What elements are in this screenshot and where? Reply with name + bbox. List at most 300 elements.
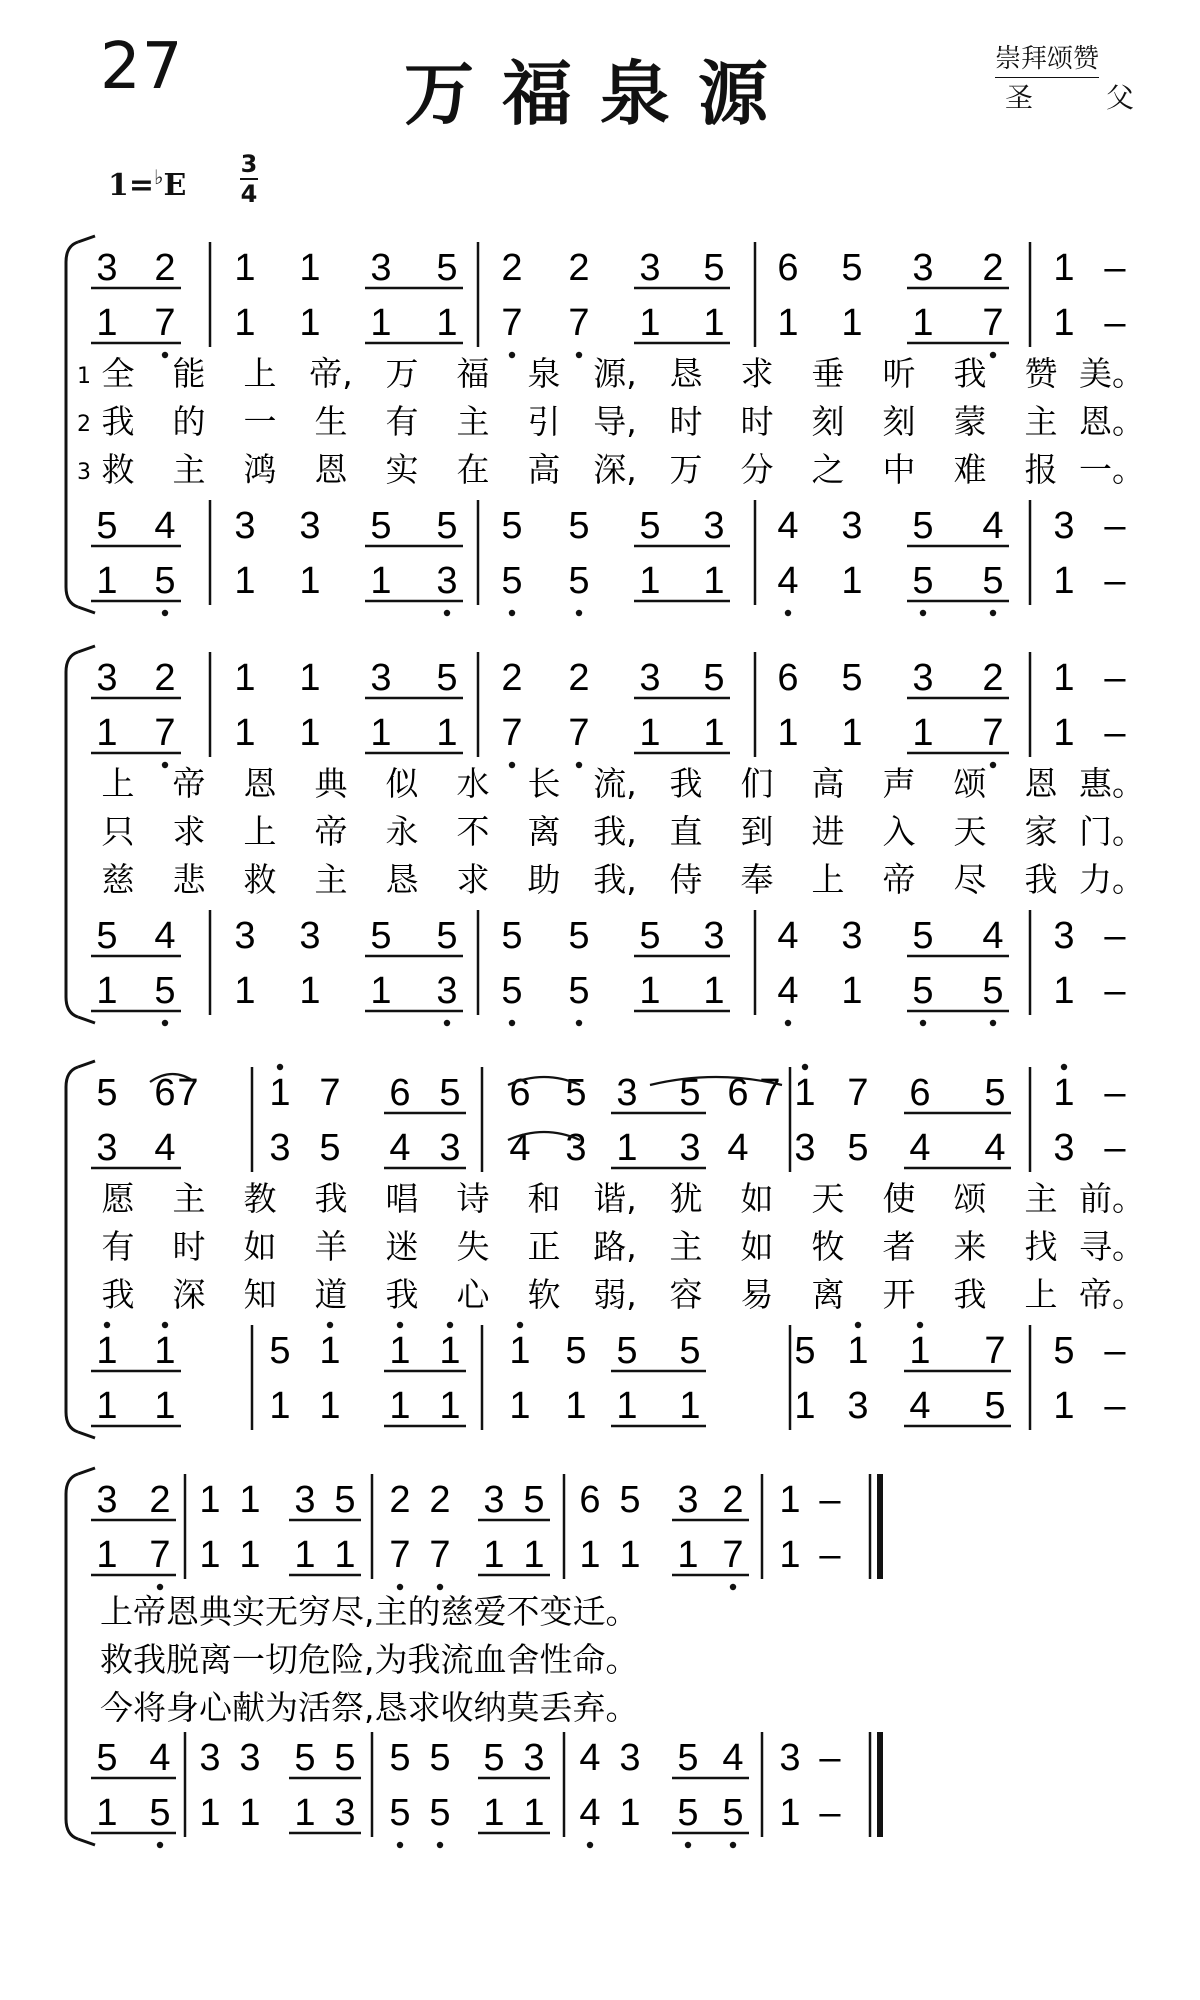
tenor-note: 5 bbox=[501, 505, 523, 547]
lyric-syllable: 主 bbox=[172, 450, 206, 489]
hymn-title: 万福泉源 bbox=[404, 52, 796, 135]
alto-note: 1 bbox=[96, 302, 118, 344]
alto-note: 1 bbox=[579, 1534, 601, 1576]
bass-note: 1 bbox=[370, 970, 392, 1012]
tenor-note: 4 bbox=[154, 915, 176, 957]
alto-note: 1 bbox=[239, 1534, 261, 1576]
alto-note: 1 bbox=[1053, 712, 1075, 754]
lyric-syllable: 家 bbox=[1024, 812, 1058, 851]
lyric-syllable: 我 bbox=[669, 764, 703, 803]
lyric-syllable: 难 bbox=[953, 450, 987, 489]
alto-note: 1 bbox=[703, 302, 725, 344]
lyric-syllable: 主 bbox=[669, 1227, 703, 1266]
alto-note: 1 bbox=[639, 302, 661, 344]
system-brace bbox=[66, 1474, 78, 1839]
alto-note: 7 bbox=[982, 712, 1004, 754]
tenor-note: 5 bbox=[679, 1330, 701, 1372]
tenor-note: 1 bbox=[389, 1330, 411, 1372]
lyric-syllable: 帝 bbox=[314, 812, 348, 851]
lyric-syllable: 在 bbox=[456, 450, 490, 489]
lyric-syllable: 路, bbox=[593, 1227, 637, 1266]
brace-tip bbox=[78, 646, 95, 652]
octave-dot bbox=[162, 762, 168, 768]
tenor-note: 5 bbox=[565, 1330, 587, 1372]
key-letter: E bbox=[163, 168, 187, 203]
soprano-note: 5 bbox=[565, 1072, 587, 1114]
tenor-note: 5 bbox=[639, 505, 661, 547]
lyric-syllable: 我 bbox=[314, 1179, 348, 1218]
bass-note: 1 bbox=[679, 1385, 701, 1427]
tenor-note: 5 bbox=[370, 915, 392, 957]
lyric-syllable: 恩。 bbox=[1079, 402, 1145, 441]
soprano-note: 2 bbox=[501, 247, 523, 289]
octave-dot bbox=[509, 610, 515, 616]
octave-dot bbox=[509, 762, 515, 768]
soprano-note: 1 bbox=[299, 247, 321, 289]
tenor-note: 5 bbox=[794, 1330, 816, 1372]
lyric-syllable: 恩 bbox=[314, 450, 348, 489]
lyric-syllable: 源, bbox=[593, 354, 637, 393]
soprano-note: 3 bbox=[96, 657, 118, 699]
lyric-syllable: 教 bbox=[243, 1179, 277, 1218]
lyric-syllable: 颂 bbox=[953, 764, 987, 803]
tenor-note: 3 bbox=[199, 1737, 221, 1779]
octave-dot bbox=[327, 1322, 333, 1328]
soprano-note: 1 bbox=[234, 657, 256, 699]
octave-dot bbox=[587, 1842, 593, 1848]
soprano-note: 5 bbox=[523, 1479, 545, 1521]
alto-note: 1 bbox=[299, 302, 321, 344]
octave-dot bbox=[509, 1020, 515, 1026]
lyric-syllable: 助 bbox=[527, 860, 561, 899]
lyric-syllable: 愿 bbox=[101, 1179, 135, 1218]
tenor-note: 3 bbox=[1053, 915, 1075, 957]
lyric-syllable: 我, bbox=[593, 860, 637, 899]
alto-note: 1 bbox=[299, 712, 321, 754]
lyric-syllable: 刻 bbox=[882, 402, 916, 441]
lyric-syllable: 正 bbox=[527, 1227, 561, 1266]
lyric-syllable: 求 bbox=[172, 812, 206, 851]
soprano-note: 3 bbox=[96, 1479, 118, 1521]
soprano-note: 5 bbox=[436, 657, 458, 699]
lyric-syllable: 诗 bbox=[456, 1179, 490, 1218]
alto-note: 1 bbox=[96, 1534, 118, 1576]
alto-note: – bbox=[1104, 712, 1126, 754]
octave-dot bbox=[162, 610, 168, 616]
octave-dot bbox=[157, 1842, 163, 1848]
alto-note: – bbox=[1104, 302, 1126, 344]
category-label: 崇拜颂赞 bbox=[995, 38, 1099, 78]
tenor-note: 5 bbox=[483, 1737, 505, 1779]
bass-note: 3 bbox=[436, 970, 458, 1012]
lyric-syllable: 上 bbox=[243, 812, 277, 851]
alto-note: 7 bbox=[149, 1534, 171, 1576]
lyric-line: 今将身心献为活祭,恳求收纳莫丢弃。 bbox=[100, 1688, 639, 1727]
brace-tip bbox=[78, 607, 95, 613]
lyric-syllable: 鸿 bbox=[243, 450, 277, 489]
lyric-syllable: 帝 bbox=[882, 860, 916, 899]
alto-note: 1 bbox=[483, 1534, 505, 1576]
bass-note: 1 bbox=[483, 1792, 505, 1834]
bass-note: 1 bbox=[269, 1385, 291, 1427]
tenor-note: 5 bbox=[436, 915, 458, 957]
alto-note: 1 bbox=[841, 302, 863, 344]
lyric-syllable: 声 bbox=[882, 764, 916, 803]
alto-note: 3 bbox=[269, 1127, 291, 1169]
bass-note: 5 bbox=[568, 970, 590, 1012]
lyric-syllable: 我 bbox=[101, 1275, 135, 1314]
soprano-note: 7 bbox=[319, 1072, 341, 1114]
soprano-note: – bbox=[819, 1479, 841, 1521]
bass-note: 4 bbox=[777, 970, 799, 1012]
octave-dot bbox=[730, 1584, 736, 1590]
lyric-syllable: 者 bbox=[882, 1227, 916, 1266]
lyric-syllable: 使 bbox=[882, 1179, 916, 1218]
lyric-syllable: 迷 bbox=[385, 1227, 419, 1266]
soprano-note: 1 bbox=[1053, 247, 1075, 289]
bass-note: 1 bbox=[199, 1792, 221, 1834]
alto-note: 1 bbox=[436, 712, 458, 754]
soprano-note: 6 bbox=[154, 1072, 176, 1114]
lyric-syllable: 恩 bbox=[243, 764, 277, 803]
lyric-syllable: 犹 bbox=[669, 1179, 703, 1218]
verse-number: 1 bbox=[77, 364, 91, 389]
bass-note: 1 bbox=[639, 560, 661, 602]
bass-note: 1 bbox=[319, 1385, 341, 1427]
tenor-note: 5 bbox=[1053, 1330, 1075, 1372]
lyric-syllable: 泉 bbox=[527, 354, 561, 393]
lyric-syllable: 只 bbox=[101, 812, 135, 851]
octave-dot bbox=[920, 1020, 926, 1026]
alto-note: 1 bbox=[677, 1534, 699, 1576]
lyric-syllable: 道 bbox=[314, 1275, 348, 1314]
soprano-note: 1 bbox=[1053, 657, 1075, 699]
soprano-note: 2 bbox=[154, 247, 176, 289]
octave-dot bbox=[444, 610, 450, 616]
alto-note: 4 bbox=[984, 1127, 1006, 1169]
lyric-syllable: 一 bbox=[243, 402, 277, 441]
brace-tip bbox=[78, 1432, 95, 1438]
alto-note: 1 bbox=[616, 1127, 638, 1169]
bass-note: 1 bbox=[1053, 970, 1075, 1012]
bass-note: 1 bbox=[841, 970, 863, 1012]
bass-note: 4 bbox=[579, 1792, 601, 1834]
alto-note: 1 bbox=[1053, 302, 1075, 344]
tenor-note: 3 bbox=[239, 1737, 261, 1779]
key-prefix: 1= bbox=[108, 168, 155, 203]
alto-note: 1 bbox=[370, 712, 392, 754]
soprano-note: 7 bbox=[177, 1072, 199, 1114]
octave-dot bbox=[104, 1322, 110, 1328]
tenor-note: 3 bbox=[703, 915, 725, 957]
soprano-note: 1 bbox=[199, 1479, 221, 1521]
system-brace bbox=[66, 1067, 78, 1432]
soprano-note: 2 bbox=[389, 1479, 411, 1521]
octave-dot bbox=[162, 1322, 168, 1328]
tenor-note: 4 bbox=[149, 1737, 171, 1779]
lyric-syllable: 恳 bbox=[385, 860, 419, 899]
soprano-note: 6 bbox=[777, 247, 799, 289]
tenor-note: 5 bbox=[96, 915, 118, 957]
tenor-note: 1 bbox=[509, 1330, 531, 1372]
bass-note: 1 bbox=[154, 1385, 176, 1427]
lyric-syllable: 高 bbox=[527, 450, 561, 489]
bass-note: 1 bbox=[1053, 1385, 1075, 1427]
lyric-syllable: 我 bbox=[1024, 860, 1058, 899]
bass-note: 1 bbox=[299, 560, 321, 602]
lyric-syllable: 主 bbox=[1024, 1179, 1058, 1218]
verse-number: 2 bbox=[77, 412, 91, 437]
soprano-note: 7 bbox=[847, 1072, 869, 1114]
lyric-syllable: 求 bbox=[740, 354, 774, 393]
alto-note: 7 bbox=[154, 302, 176, 344]
octave-dot bbox=[920, 610, 926, 616]
tenor-note: 5 bbox=[639, 915, 661, 957]
octave-dot bbox=[517, 1322, 523, 1328]
tenor-note: – bbox=[1104, 915, 1126, 957]
lyric-syllable: 美。 bbox=[1079, 354, 1145, 393]
lyric-syllable: 帝 bbox=[172, 764, 206, 803]
octave-dot bbox=[576, 762, 582, 768]
tenor-note: 3 bbox=[299, 505, 321, 547]
bass-note: – bbox=[819, 1792, 841, 1834]
alto-note: 1 bbox=[779, 1534, 801, 1576]
octave-dot bbox=[730, 1842, 736, 1848]
tenor-note: 3 bbox=[299, 915, 321, 957]
octave-dot bbox=[397, 1322, 403, 1328]
bass-note: 5 bbox=[389, 1792, 411, 1834]
alto-note: 1 bbox=[334, 1534, 356, 1576]
alto-note: 3 bbox=[679, 1127, 701, 1169]
bass-note: 1 bbox=[1053, 560, 1075, 602]
alto-note: 4 bbox=[154, 1127, 176, 1169]
lyric-syllable: 主 bbox=[456, 402, 490, 441]
bass-note: 5 bbox=[982, 970, 1004, 1012]
tenor-note: 5 bbox=[677, 1737, 699, 1779]
alto-note: – bbox=[1104, 1127, 1126, 1169]
lyric-line: 上帝恩典实无穷尽,主的慈爱不变迁。 bbox=[100, 1592, 639, 1631]
lyric-syllable: 救 bbox=[101, 450, 135, 489]
octave-dot bbox=[990, 352, 996, 358]
lyric-syllable: 的 bbox=[172, 402, 206, 441]
tenor-note: 3 bbox=[523, 1737, 545, 1779]
soprano-note: 3 bbox=[370, 247, 392, 289]
lyric-syllable: 我 bbox=[385, 1275, 419, 1314]
lyric-syllable: 们 bbox=[740, 764, 774, 803]
lyric-syllable: 如 bbox=[740, 1227, 774, 1266]
lyric-syllable: 高 bbox=[811, 764, 845, 803]
alto-note: 7 bbox=[389, 1534, 411, 1576]
lyric-syllable: 进 bbox=[811, 812, 845, 851]
soprano-note: 1 bbox=[234, 247, 256, 289]
bass-note: 1 bbox=[779, 1792, 801, 1834]
lyric-syllable: 羊 bbox=[314, 1227, 348, 1266]
lyric-syllable: 力。 bbox=[1079, 860, 1145, 899]
soprano-note: 3 bbox=[677, 1479, 699, 1521]
lyric-syllable: 有 bbox=[385, 402, 419, 441]
bass-note: 1 bbox=[639, 970, 661, 1012]
soprano-note: 1 bbox=[1053, 1072, 1075, 1114]
tenor-note: 5 bbox=[568, 915, 590, 957]
lyric-syllable: 我 bbox=[953, 354, 987, 393]
lyric-syllable: 开 bbox=[882, 1275, 916, 1314]
lyric-syllable: 似 bbox=[385, 764, 419, 803]
bass-note: – bbox=[1104, 970, 1126, 1012]
tenor-note: 5 bbox=[294, 1737, 316, 1779]
lyric-syllable: 救 bbox=[243, 860, 277, 899]
verse-number: 3 bbox=[77, 460, 91, 485]
alto-note: 7 bbox=[568, 302, 590, 344]
soprano-note: 3 bbox=[912, 657, 934, 699]
alto-note: 1 bbox=[703, 712, 725, 754]
octave-dot bbox=[802, 1064, 808, 1070]
lyric-syllable: 典 bbox=[314, 764, 348, 803]
lyric-syllable: 奉 bbox=[740, 860, 774, 899]
alto-note: 7 bbox=[982, 302, 1004, 344]
soprano-note: 5 bbox=[334, 1479, 356, 1521]
octave-dot bbox=[855, 1322, 861, 1328]
tenor-note: 5 bbox=[568, 505, 590, 547]
soprano-note: 2 bbox=[568, 657, 590, 699]
bass-note: 1 bbox=[96, 560, 118, 602]
lyric-syllable: 深 bbox=[172, 1275, 206, 1314]
bass-note: 3 bbox=[334, 1792, 356, 1834]
lyric-syllable: 全 bbox=[101, 354, 135, 393]
lyric-syllable: 来 bbox=[953, 1227, 987, 1266]
tenor-note: 5 bbox=[501, 915, 523, 957]
alto-note: 1 bbox=[436, 302, 458, 344]
lyric-syllable: 门。 bbox=[1079, 812, 1145, 851]
bass-note: 1 bbox=[703, 560, 725, 602]
bass-note: 1 bbox=[96, 970, 118, 1012]
bass-note: 1 bbox=[794, 1385, 816, 1427]
octave-dot bbox=[162, 352, 168, 358]
lyric-syllable: 如 bbox=[740, 1179, 774, 1218]
brace-tip bbox=[78, 1839, 95, 1845]
alto-note: 1 bbox=[777, 302, 799, 344]
lyric-syllable: 悲 bbox=[172, 860, 206, 899]
soprano-note: 5 bbox=[679, 1072, 701, 1114]
lyric-syllable: 报 bbox=[1024, 450, 1058, 489]
tenor-note: 5 bbox=[436, 505, 458, 547]
tenor-note: 5 bbox=[912, 505, 934, 547]
soprano-note: 3 bbox=[483, 1479, 505, 1521]
tenor-note: 1 bbox=[319, 1330, 341, 1372]
lyric-syllable: 蒙 bbox=[953, 402, 987, 441]
bass-note: 5 bbox=[154, 970, 176, 1012]
lyric-syllable: 离 bbox=[527, 812, 561, 851]
bass-note: 1 bbox=[509, 1385, 531, 1427]
tenor-note: 4 bbox=[982, 505, 1004, 547]
bass-note: 5 bbox=[429, 1792, 451, 1834]
alto-note: 7 bbox=[722, 1534, 744, 1576]
tenor-note: – bbox=[1104, 1330, 1126, 1372]
lyric-syllable: 离 bbox=[811, 1275, 845, 1314]
soprano-note: 6 bbox=[509, 1072, 531, 1114]
lyric-syllable: 不 bbox=[456, 812, 490, 851]
alto-note: 7 bbox=[501, 712, 523, 754]
bass-note: 1 bbox=[619, 1792, 641, 1834]
tenor-note: 1 bbox=[154, 1330, 176, 1372]
soprano-note: 2 bbox=[722, 1479, 744, 1521]
soprano-note: 3 bbox=[639, 657, 661, 699]
lyric-syllable: 和 bbox=[527, 1179, 561, 1218]
tenor-note: 5 bbox=[389, 1737, 411, 1779]
lyric-line: 救我脱离一切危险,为我流血舍性命。 bbox=[100, 1640, 639, 1679]
lyric-syllable: 我, bbox=[593, 812, 637, 851]
soprano-note: 1 bbox=[239, 1479, 261, 1521]
bass-note: 5 bbox=[568, 560, 590, 602]
alto-note: 3 bbox=[439, 1127, 461, 1169]
octave-dot bbox=[157, 1584, 163, 1590]
tenor-note: 4 bbox=[154, 505, 176, 547]
alto-note: 3 bbox=[1053, 1127, 1075, 1169]
alto-note: 1 bbox=[912, 302, 934, 344]
bass-note: 5 bbox=[677, 1792, 699, 1834]
lyric-syllable: 长 bbox=[527, 764, 561, 803]
lyric-syllable: 天 bbox=[811, 1179, 845, 1218]
system-brace bbox=[66, 652, 78, 1017]
soprano-note: 3 bbox=[639, 247, 661, 289]
lyric-syllable: 上 bbox=[101, 764, 135, 803]
lyric-syllable: 垂 bbox=[811, 354, 845, 393]
tenor-note: – bbox=[819, 1737, 841, 1779]
bass-note: 5 bbox=[501, 560, 523, 602]
octave-dot bbox=[917, 1322, 923, 1328]
lyric-syllable: 上 bbox=[243, 354, 277, 393]
bass-note: 1 bbox=[703, 970, 725, 1012]
soprano-note: 6 bbox=[727, 1072, 749, 1114]
lyric-syllable: 恳 bbox=[669, 354, 703, 393]
soprano-note: – bbox=[1104, 247, 1126, 289]
tenor-note: 5 bbox=[616, 1330, 638, 1372]
octave-dot bbox=[277, 1064, 283, 1070]
tenor-note: 3 bbox=[234, 915, 256, 957]
alto-note: 4 bbox=[389, 1127, 411, 1169]
bass-note: 1 bbox=[841, 560, 863, 602]
soprano-note: 2 bbox=[982, 657, 1004, 699]
lyric-syllable: 帝, bbox=[309, 354, 353, 393]
tenor-note: 5 bbox=[96, 505, 118, 547]
lyric-syllable: 上 bbox=[1024, 1275, 1058, 1314]
lyric-syllable: 主 bbox=[314, 860, 348, 899]
tenor-note: 7 bbox=[984, 1330, 1006, 1372]
bass-note: 5 bbox=[722, 1792, 744, 1834]
lyric-syllable: 有 bbox=[101, 1227, 135, 1266]
bass-note: 1 bbox=[294, 1792, 316, 1834]
alto-note: 1 bbox=[96, 712, 118, 754]
brace-tip bbox=[78, 1061, 95, 1067]
lyric-syllable: 天 bbox=[953, 812, 987, 851]
alto-note: 1 bbox=[234, 302, 256, 344]
lyric-syllable: 恩 bbox=[1024, 764, 1058, 803]
bass-note: 5 bbox=[149, 1792, 171, 1834]
octave-dot bbox=[576, 1020, 582, 1026]
tenor-note: 5 bbox=[334, 1737, 356, 1779]
lyric-syllable: 颂 bbox=[953, 1179, 987, 1218]
octave-dot bbox=[785, 610, 791, 616]
alto-note: 1 bbox=[777, 712, 799, 754]
bass-note: 3 bbox=[436, 560, 458, 602]
alto-note: 3 bbox=[794, 1127, 816, 1169]
tenor-note: 5 bbox=[96, 1737, 118, 1779]
soprano-note: 3 bbox=[616, 1072, 638, 1114]
bass-note: 1 bbox=[234, 970, 256, 1012]
brace-tip bbox=[78, 236, 95, 242]
tenor-note: 5 bbox=[269, 1330, 291, 1372]
alto-note: 7 bbox=[501, 302, 523, 344]
alto-note: 7 bbox=[568, 712, 590, 754]
